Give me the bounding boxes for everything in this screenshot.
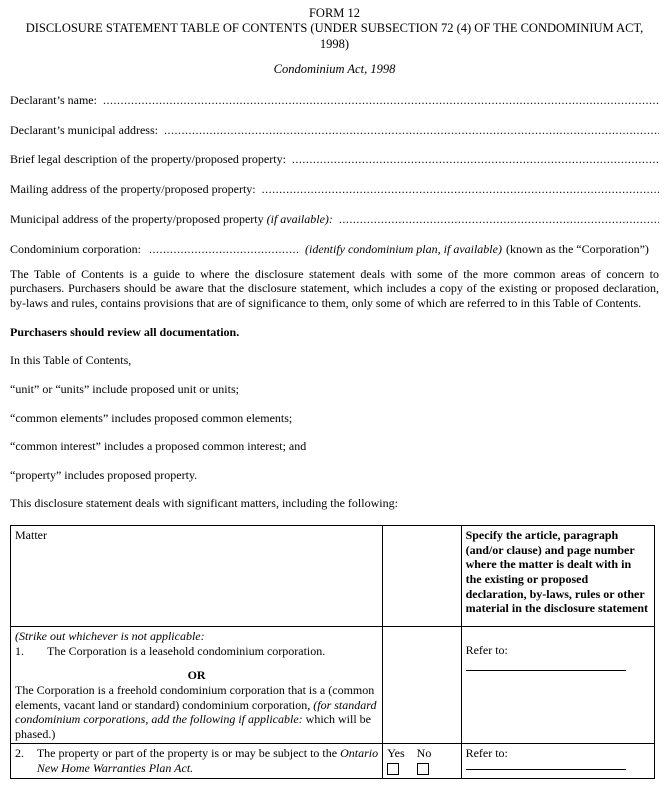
row1-matter — [11, 627, 383, 744]
row1-blank — [383, 627, 461, 744]
row1-num: 1. — [15, 643, 24, 658]
row1-or: OR — [187, 668, 206, 683]
definition-unit: “unit” or “units” include proposed unit or units; — [10, 381, 239, 396]
form-number: FORM 12 — [308, 6, 361, 20]
row2-yes-option[interactable] — [387, 746, 404, 775]
table-header-row — [11, 526, 655, 627]
row1-strike-note: (Strike out whichever is not applicable: — [15, 629, 205, 643]
declarant-address-blank[interactable] — [164, 123, 659, 138]
row2-no-option[interactable] — [417, 746, 432, 775]
legal-description-blank[interactable] — [292, 152, 659, 167]
municipal-address-blank[interactable] — [339, 212, 659, 227]
header-matter: Matter — [11, 526, 383, 627]
corporation-field[interactable] — [10, 242, 659, 257]
row2-yes-no-cell — [383, 744, 461, 778]
review-notice: Purchasers should review all documentation. — [10, 324, 240, 339]
deals-text: This disclosure statement deals with significant matters, including the following: — [10, 496, 398, 511]
corporation-label: Condominium corporation: — [10, 242, 141, 257]
row1-freehold-italic: (for standard condominium corporations, add the following if applicable: — [15, 697, 377, 727]
table-row — [11, 627, 655, 744]
corporation-plan-note: (identify condominium plan, if available) — [305, 242, 502, 257]
row2-text-italic: Ontario New Home Warranties Plan Act. — [36, 746, 379, 775]
table-row — [11, 744, 655, 778]
row1-refer-line[interactable] — [466, 670, 626, 671]
act-name: Condominium Act, 1998 — [273, 61, 396, 76]
header-specify: Specify the article, paragraph (and/or clause) and page number where the matter is dealt with in the existing or proposed declaration, by-laws, rules or other material in the disclosure statement — [461, 526, 654, 627]
legal-description-label: Brief legal description of the property/proposed property: — [10, 152, 286, 167]
row2-refer-cell[interactable] — [461, 744, 654, 778]
matters-table — [10, 525, 655, 779]
row2-refer-line[interactable] — [466, 769, 626, 770]
in-this-text: In this Table of Contents, — [10, 353, 132, 368]
row2-num: 2. — [15, 746, 24, 761]
declarant-address-label: Declarant’s municipal address: — [10, 122, 158, 137]
row2-yes-no — [387, 746, 456, 775]
declarant-address-field[interactable] — [10, 123, 659, 138]
row1-refer-label: Refer to: — [465, 643, 508, 657]
declarant-name-field[interactable] — [10, 93, 659, 108]
row1-item — [15, 644, 378, 659]
municipal-address-label — [10, 212, 339, 227]
row2-no-checkbox[interactable] — [417, 763, 429, 775]
declarant-name-blank[interactable] — [103, 93, 659, 108]
corporation-blank[interactable] — [149, 242, 299, 257]
row2-yes-checkbox[interactable] — [387, 763, 399, 775]
legal-description-field[interactable] — [10, 152, 659, 167]
municipal-address-field[interactable] — [10, 212, 659, 227]
declarant-name-label: Declarant’s name: — [10, 93, 97, 107]
definition-property: “property” includes proposed property. — [10, 467, 198, 482]
definition-common-interest: “common interest” includes a proposed common interest; and — [10, 439, 307, 454]
row1-freehold-tail: which will be phased.) — [15, 712, 371, 741]
header-blank — [383, 526, 461, 627]
row1-freehold-text: The Corporation is a freehold condominium corporation that is a (common elements, vacant land or standard) condominium corporation, — [15, 682, 375, 712]
row1-text: The Corporation is a leasehold condominium corporation. — [47, 643, 326, 658]
row2-matter — [11, 744, 383, 778]
row2-refer-label: Refer to: — [465, 746, 508, 761]
row2-content — [37, 746, 378, 775]
mailing-address-blank[interactable] — [262, 182, 659, 197]
corporation-suffix: (known as the “Corporation”) — [505, 242, 649, 257]
row2-text: The property or part of the property is or may be subject to the — [36, 746, 338, 761]
municipal-address-text: Municipal address of the property/proposed property — [10, 211, 264, 226]
row2-no-label: No — [416, 746, 432, 761]
row1-refer-cell[interactable] — [461, 627, 654, 744]
form-title: DISCLOSURE STATEMENT TABLE OF CONTENTS (UNDER SUBSECTION 72 (4) OF THE CONDOMINIUM ACT, 1998) — [25, 21, 644, 51]
definition-common-elements: “common elements” includes proposed common elements; — [10, 410, 293, 425]
municipal-address-italic: (if available): — [266, 211, 333, 226]
row2-item — [15, 746, 378, 775]
mailing-address-label: Mailing address of the property/proposed property: — [10, 181, 256, 196]
row1-freehold — [15, 683, 378, 742]
mailing-address-field[interactable] — [10, 182, 659, 197]
intro-paragraph: The Table of Contents is a guide to where the disclosure statement deals with some of the more common areas of concern to purchasers. Purchasers should be aware that the disclosure statement, which includes a copy of the existing or proposed declaration, by-laws and rules, contains provisions that are of significance to them, only some of which are referred to in this Table of Contents. — [10, 266, 659, 310]
row2-yes-label: Yes — [387, 746, 405, 761]
